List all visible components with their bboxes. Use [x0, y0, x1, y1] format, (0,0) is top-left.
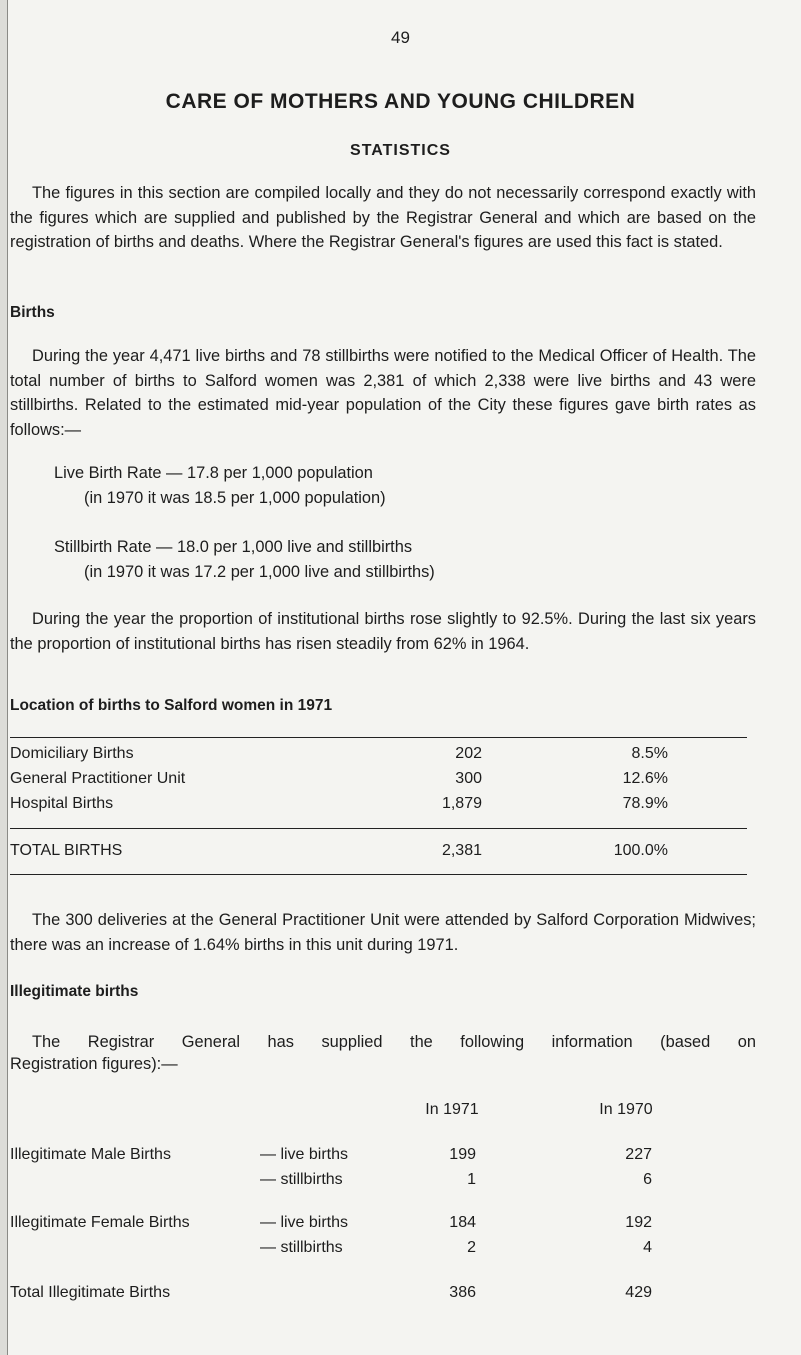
- value-1971: 1: [467, 1171, 476, 1188]
- row-sublabel: — stillbirths: [260, 1171, 343, 1188]
- page-number: 49: [391, 28, 410, 47]
- row-label: Domiciliary Births: [10, 745, 134, 762]
- row-count: 1,879: [441, 795, 482, 812]
- table-total-rule: [10, 828, 747, 829]
- row-sublabel: — stillbirths: [260, 1239, 343, 1256]
- live-birth-rate: Live Birth Rate — 17.8 per 1,000 population: [54, 464, 373, 482]
- illegitimate-intro-line1: The Registrar General has supplied the following information (based on: [32, 1033, 756, 1051]
- live-birth-rate-1970: (in 1970 it was 18.5 per 1,000 population): [84, 489, 386, 507]
- page-title: CARE OF MOTHERS AND YOUNG CHILDREN: [165, 90, 636, 113]
- value-1970: 192: [625, 1214, 652, 1231]
- row-percent: 12.6%: [622, 770, 668, 787]
- total-1970: 429: [625, 1284, 652, 1301]
- stillbirth-rate: Stillbirth Rate — 18.0 per 1,000 live and stillbirths: [54, 538, 413, 556]
- illegitimate-intro-line2: Registration figures):—: [10, 1055, 178, 1073]
- row-count: 202: [455, 745, 482, 762]
- row-label: Illegitimate Female Births: [10, 1214, 190, 1231]
- total-label: TOTAL BIRTHS: [10, 842, 123, 859]
- column-header-1971: In 1971: [425, 1101, 479, 1118]
- total-label: Total Illegitimate Births: [10, 1284, 171, 1301]
- births-paragraph: During the year 4,471 live births and 78 stillbirths were notified to the Medical Officer of Health. The total number of births to Salford women was 2,381 of which 2,338 were live births and 43 were stillbirths. Related to the estimated mid-year population of the City these figures gave birth rates as follows:—: [10, 347, 756, 440]
- gp-unit-note: The 300 deliveries at the General Practitioner Unit were attended by Salford Corporation Midwives; there was an increase of 1.64% births in this unit during 1971.: [10, 911, 756, 954]
- row-sublabel: — live births: [260, 1146, 349, 1163]
- value-1970: 4: [643, 1239, 652, 1256]
- total-percent: 100.0%: [613, 842, 668, 859]
- value-1971: 2: [467, 1239, 476, 1256]
- births-heading: Births: [10, 304, 55, 321]
- row-label: General Practitioner Unit: [10, 770, 186, 787]
- total-count: 2,381: [441, 842, 482, 859]
- row-percent: 8.5%: [631, 745, 668, 762]
- column-header-1970: In 1970: [599, 1101, 653, 1118]
- total-1971: 386: [449, 1284, 476, 1301]
- intro-paragraph: The figures in this section are compiled locally and they do not necessarily correspond exactly with the figures which are supplied and published by the Registrar General and which are based on the registration of births and deaths. Where the Registrar General's figures are used this fact is stated.: [10, 184, 756, 252]
- institutional-births-paragraph: During the year the proportion of institutional births rose slightly to 92.5%. During the last six years the proportion of institutional births has risen steadily from 62% in 1964.: [10, 610, 756, 653]
- value-1971: 184: [449, 1214, 476, 1231]
- value-1971: 199: [449, 1146, 476, 1163]
- row-label: Hospital Births: [10, 795, 114, 812]
- row-label: Illegitimate Male Births: [10, 1146, 171, 1163]
- row-count: 300: [455, 770, 482, 787]
- stillbirth-rate-1970: (in 1970 it was 17.2 per 1,000 live and stillbirths): [84, 563, 435, 581]
- row-percent: 78.9%: [622, 795, 668, 812]
- table-top-rule: [10, 737, 747, 738]
- illegitimate-heading: Illegitimate births: [10, 983, 139, 1000]
- page-binding-edge: [0, 0, 8, 1355]
- table-bottom-rule: [10, 874, 747, 875]
- value-1970: 6: [643, 1171, 652, 1188]
- location-heading: Location of births to Salford women in 1971: [10, 697, 333, 714]
- section-subtitle: STATISTICS: [350, 142, 451, 159]
- value-1970: 227: [625, 1146, 652, 1163]
- row-sublabel: — live births: [260, 1214, 349, 1231]
